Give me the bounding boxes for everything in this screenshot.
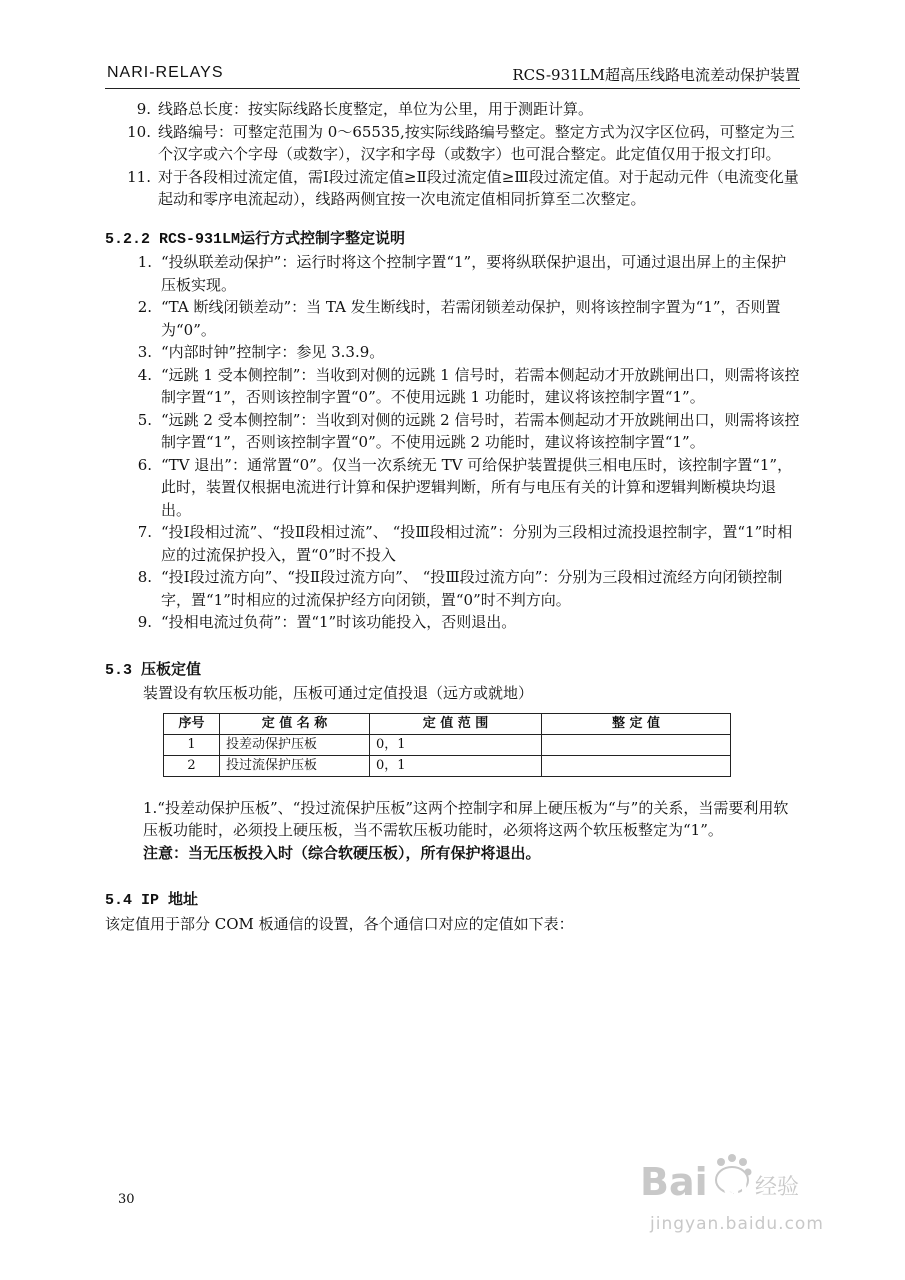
item-text: “投相电流过负荷”：置“1”时该功能投入，否则退出。	[161, 613, 517, 631]
item-number: 8.	[137, 568, 152, 586]
section-heading-5-3	[105, 658, 800, 683]
cell-no: 2	[164, 755, 220, 776]
item-text: 线路总长度：按实际线路长度整定，单位为公里，用于测距计算。	[158, 100, 594, 118]
item-text: “投Ⅰ段相过流”、“投Ⅱ段相过流”、 “投Ⅲ段相过流”：分别为三段相过流投退控制字，置“1”时相应的过流保护投入，置“0”时不投入	[161, 523, 793, 564]
section-number: 5.4 IP	[105, 892, 160, 909]
cell-value	[542, 734, 731, 755]
list-item	[105, 566, 800, 611]
list-item	[105, 296, 800, 341]
list-item	[105, 521, 800, 566]
cell-name: 投过流保护压板	[220, 755, 370, 776]
section-number: 5.2.2 RCS-931LM	[105, 230, 241, 248]
baidu-jingyan-logo	[635, 1150, 805, 1210]
item-number: 1.	[137, 253, 152, 271]
item-number: 7.	[137, 523, 152, 541]
svg-text:经验: 经验	[755, 1175, 800, 1200]
table-header-row	[164, 713, 731, 734]
item-text: “内部时钟”控制字：参见 3.3.9。	[161, 343, 385, 361]
note-paragraph: 1.“投差动保护压板”、“投过流保护压板”这两个控制字和屏上硬压板为“与”的关系，当需要利用软压板功能时，必须投上硬压板，当不需软压板功能时，必须将这两个软压板整定为“1”。	[143, 798, 789, 839]
section-title: 地址	[168, 890, 199, 908]
item-text: “远跳 1 受本侧控制”：当收到对侧的远跳 1 信号时，若需本侧起动才开放跳闸出口，则需将该控制字置“1”，否则该控制字置“0”。不使用远跳 1 功能时，建议将该控制字置“1”。	[161, 365, 800, 406]
item-number: 3.	[137, 343, 152, 361]
list-item	[105, 409, 800, 454]
cell-name: 投差动保护压板	[220, 734, 370, 755]
cell-value	[542, 755, 731, 776]
list-item	[105, 98, 800, 121]
list-item	[105, 611, 800, 634]
page-number: 30	[118, 1192, 135, 1207]
svg-text:du: du	[723, 1173, 758, 1201]
list-item	[105, 121, 800, 166]
page-content	[105, 98, 800, 935]
item-number: 2.	[137, 298, 152, 316]
list-item	[105, 364, 800, 409]
item-number: 4.	[137, 365, 152, 384]
list-item	[105, 454, 800, 522]
watermark	[635, 1150, 855, 1246]
item-number: 6.	[137, 455, 152, 474]
list-item	[105, 251, 800, 296]
svg-text:Bai: Bai	[640, 1160, 708, 1204]
col-header-name: 定 值 名 称	[220, 713, 370, 734]
item-text: “远跳 2 受本侧控制”：当收到对侧的远跳 2 信号时，若需本侧起动才开放跳闸出口，则需将该控制字置“1”，否则该控制字置“0”。不使用远跳 2 功能时，建议将该控制字置“1”。	[161, 410, 800, 451]
item-number: 9.	[136, 100, 151, 118]
cell-range: 0，1	[370, 755, 542, 776]
item-text: 对于各段相过流定值，需Ⅰ段过流定值≥Ⅱ段过流定值≥Ⅲ段过流定值。对于起动元件（电流变化量起动和零序电流起动），线路两侧宜按一次电流定值相同折算至二次整定。	[158, 167, 799, 208]
item-number: 5.	[137, 410, 152, 429]
header-doc-title: RCS-931LM超高压线路电流差动保护装置	[512, 66, 800, 84]
item-text: 线路编号：可整定范围为 0～65535,按实际线路编号整定。整定方式为汉字区位码，可整定为三个汉字或六个字母（或数字），汉字和字母（或数字）也可混合整定。此定值仅用于报文打印。	[158, 122, 795, 163]
item-number: 9.	[137, 613, 152, 631]
item-number: 10.	[127, 122, 151, 141]
table-row	[164, 755, 731, 776]
watermark-url: jingyan.baidu.com	[650, 1214, 824, 1234]
col-header-range: 定 值 范 围	[370, 713, 542, 734]
col-header-value: 整 定 值	[542, 713, 731, 734]
cell-range: 0，1	[370, 734, 542, 755]
header-brand: NARI-RELAYS	[107, 64, 224, 81]
section-heading-5-4	[105, 888, 800, 913]
item-text: “TV 退出”：通常置“0”。仅当一次系统无 TV 可给保护装置提供三相电压时，该控制字置“1”，此时，装置仅根据电流进行计算和保护逻辑判断，所有与电压有关的计算和逻辑判断模块均退出。	[161, 455, 793, 519]
section-number: 5.3	[105, 661, 133, 679]
section-title: 运行方式控制字整定说明	[240, 228, 406, 247]
col-header-no: 序号	[164, 713, 220, 734]
section-title: 压板定值	[141, 659, 202, 678]
item-text: “投Ⅰ段过流方向”、“投Ⅱ段过流方向”、 “投Ⅲ段过流方向”：分别为三段相过流经方向闭锁控制字，置“1”时相应的过流保护经方向闭锁，置“0”时不判方向。	[161, 568, 783, 609]
pressure-plate-table	[163, 713, 731, 777]
item-text: “投纵联差动保护”：运行时将这个控制字置“1”，要将纵联保护退出，可通过退出屏上的主保护压板实现。	[161, 253, 787, 294]
section-intro: 装置设有软压板功能，压板可通过定值投退（远方或就地）	[143, 684, 534, 702]
list-item	[105, 166, 800, 211]
item-text: “TA 断线闭锁差动”：当 TA 发生断线时，若需闭锁差动保护，则将该控制字置为“1”，否则置为“0”。	[161, 298, 781, 339]
warning-text: 注意：当无压板投入时（综合软硬压板），所有保护将退出。	[143, 843, 541, 862]
list-item	[105, 341, 800, 364]
section-heading-5-2-2	[105, 227, 800, 252]
section-text: 该定值用于部分 COM 板通信的设置，各个通信口对应的定值如下表：	[105, 914, 574, 933]
header-rule	[105, 88, 800, 89]
table-row	[164, 734, 731, 755]
cell-no: 1	[164, 734, 220, 755]
item-number: 11.	[127, 167, 151, 186]
